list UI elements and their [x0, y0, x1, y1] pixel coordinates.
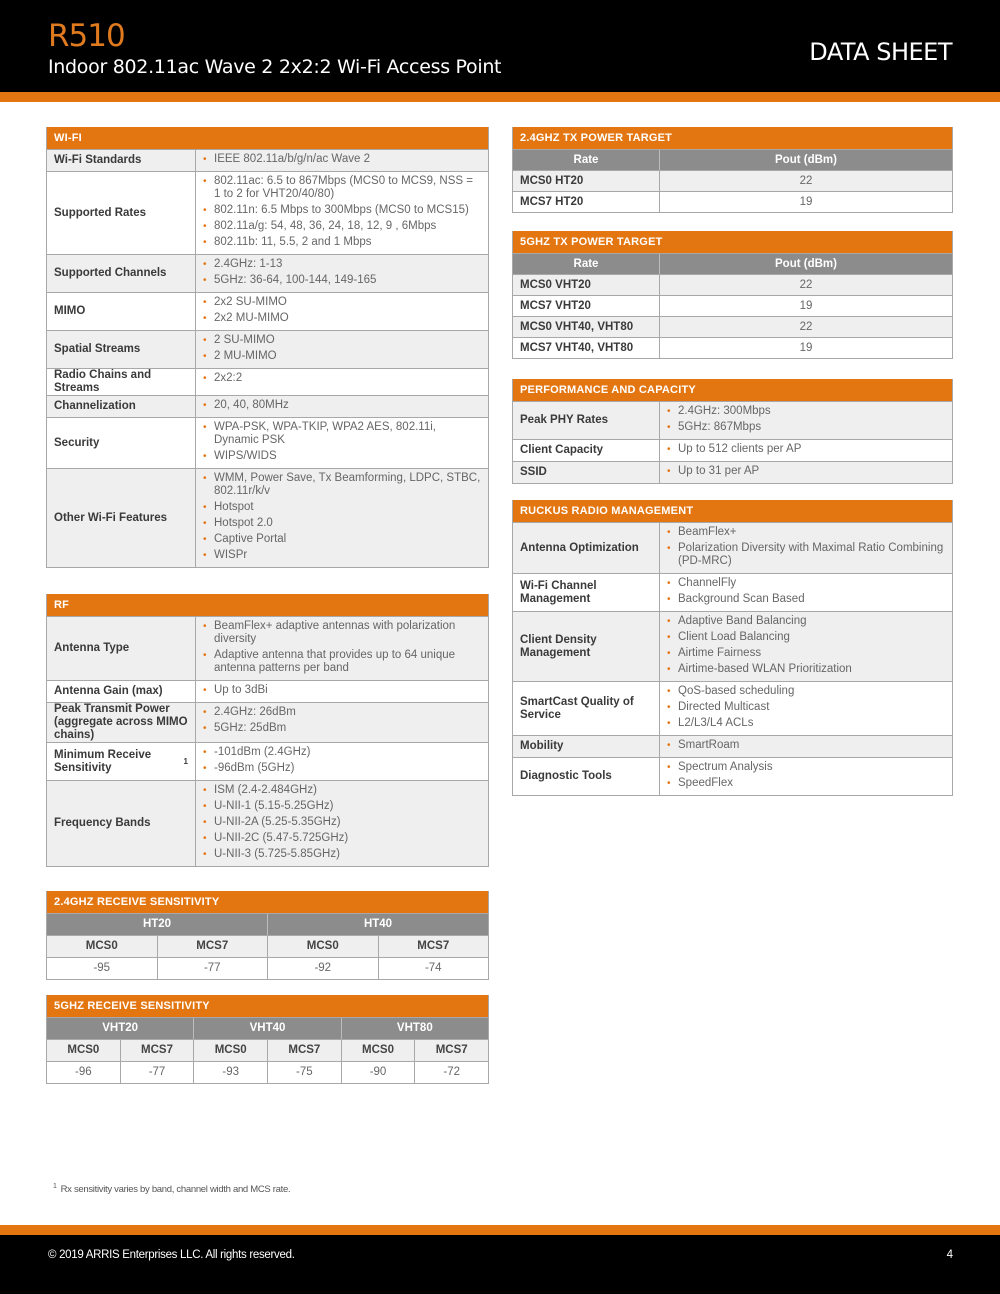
spec-values: [660, 736, 952, 757]
spec-label: [47, 703, 196, 742]
spec-bullet-item: • Airtime Fairness: [667, 647, 946, 660]
spec-label-text: Spatial Streams: [54, 343, 141, 355]
spec-bullet-item: • -101dBm (2.4GHz): [203, 746, 482, 759]
spec-bullet-item: • 2.4GHz: 26dBm: [203, 706, 482, 719]
spec-bullet-item: • U-NII-2A (5.25-5.35GHz): [203, 816, 482, 829]
performance-capacity-table: [512, 379, 953, 484]
subheader: MCS7: [415, 1040, 488, 1061]
page-header: [0, 0, 1000, 92]
column-header-pout: Pout (dBm): [775, 154, 837, 166]
spec-values: [196, 293, 488, 330]
column-header-rate: Rate: [513, 150, 660, 170]
spec-bullet-item: • Client Load Balancing: [667, 631, 946, 644]
spec-bullet-item: • 2.4GHz: 300Mbps: [667, 405, 946, 418]
spec-bullet-item: • Captive Portal: [203, 533, 482, 546]
spec-bullet-item: • WMM, Power Save, Tx Beamforming, LDPC, STBC, 802.11r/k/v: [203, 472, 482, 498]
spec-bullet-item: • SmartRoam: [667, 739, 946, 752]
pout-cell: 19: [799, 300, 813, 312]
spec-row: [513, 439, 952, 461]
header-accent-bar: [0, 92, 1000, 102]
spec-label-text: MIMO: [54, 305, 86, 317]
spec-bullet-item: • Polarization Diversity with Maximal Ratio Combining (PD-MRC): [667, 542, 946, 568]
ruckus-radio-management-table: [512, 500, 953, 796]
spec-bullet-item: • QoS-based scheduling: [667, 685, 946, 698]
group-header: VHT40: [194, 1018, 341, 1039]
spec-values: [196, 369, 488, 395]
spec-label: [47, 255, 196, 292]
page-footer: [0, 1235, 1000, 1294]
section-title: 2.4GHZ TX POWER TARGET: [513, 127, 952, 149]
subheader: MCS0: [268, 936, 379, 957]
section-title: RF: [47, 594, 488, 616]
subheader: MCS7: [121, 1040, 195, 1061]
spec-row: [47, 254, 488, 292]
spec-row: [513, 681, 952, 735]
spec-bullet-item: • Spectrum Analysis: [667, 761, 946, 774]
spec-values: [660, 612, 952, 681]
value-row: [47, 957, 488, 979]
spec-bullet-item: • WISPr: [203, 549, 482, 562]
footnote-ref: 1: [183, 757, 188, 766]
spec-row: [47, 395, 488, 417]
spec-label-text: Client Capacity: [520, 444, 604, 456]
footnote-marker: 1: [53, 1183, 57, 1190]
spec-bullet-item: • BeamFlex+ adaptive antennas with polarization diversity: [203, 620, 482, 646]
rate-cell: MCS7 VHT40, VHT80: [513, 338, 660, 358]
table-row: [513, 295, 952, 316]
spec-row: [513, 573, 952, 611]
spec-row: [513, 611, 952, 681]
spec-bullet-item: • U-NII-1 (5.15-5.25GHz): [203, 800, 482, 813]
wifi-spec-table: [46, 127, 489, 568]
section-title: RUCKUS RADIO MANAGEMENT: [513, 500, 952, 522]
value-cell: -95: [47, 958, 158, 979]
spec-label: [513, 523, 660, 573]
spec-label-text: Wi-Fi Standards: [54, 154, 142, 166]
column-header-pout: Pout (dBm): [775, 258, 837, 270]
subheader: MCS0: [342, 1040, 416, 1061]
table-row: [513, 191, 952, 212]
section-title: PERFORMANCE AND CAPACITY: [513, 379, 952, 401]
tx-5ghz-table: [512, 231, 953, 359]
value-cell: -90: [342, 1062, 416, 1083]
spec-label-text: Channelization: [54, 400, 136, 412]
spec-values: [660, 682, 952, 735]
subheader: MCS7: [268, 1040, 342, 1061]
value-cell: -77: [158, 958, 269, 979]
value-cell: -75: [268, 1062, 342, 1083]
spec-label-text: Antenna Gain (max): [54, 685, 163, 697]
product-model: R510: [48, 18, 125, 54]
spec-bullet-item: • ChannelFly: [667, 577, 946, 590]
spec-label-text: Antenna Optimization: [520, 541, 639, 554]
group-header: HT20: [47, 914, 268, 935]
spec-label-text: Diagnostic Tools: [520, 770, 612, 782]
subheader-row: [47, 935, 488, 957]
spec-values: [196, 743, 488, 780]
spec-values: [196, 150, 488, 171]
spec-label: [513, 758, 660, 795]
spec-label: [47, 150, 196, 171]
spec-label: [47, 743, 196, 780]
column-header-row: [513, 149, 952, 170]
group-header: VHT20: [47, 1018, 194, 1039]
section-title: 5GHZ TX POWER TARGET: [513, 231, 952, 253]
subheader: MCS0: [47, 1040, 121, 1061]
spec-values: [660, 523, 952, 573]
value-cell: -96: [47, 1062, 121, 1083]
spec-values: [660, 574, 952, 611]
product-subtitle: Indoor 802.11ac Wave 2 2x2:2 Wi-Fi Access Point: [48, 56, 502, 78]
spec-bullet-item: • Up to 31 per AP: [667, 465, 946, 478]
spec-bullet-item: • 802.11n: 6.5 Mbps to 300Mbps (MCS0 to MCS15): [203, 204, 482, 217]
spec-bullet-item: • U-NII-2C (5.47-5.725GHz): [203, 832, 482, 845]
spec-values: [196, 418, 488, 468]
column-header-row: [513, 253, 952, 274]
subheader-row: [47, 1039, 488, 1061]
spec-bullet-item: • 802.11a/g: 54, 48, 36, 24, 18, 12, 9 , 6Mbps: [203, 220, 482, 233]
spec-label: [47, 172, 196, 254]
section-title: 5GHZ RECEIVE SENSITIVITY: [47, 995, 488, 1017]
spec-bullet-item: • Directed Multicast: [667, 701, 946, 714]
pout-cell: 22: [799, 175, 813, 187]
spec-bullet-item: • IEEE 802.11a/b/g/n/ac Wave 2: [203, 153, 482, 166]
spec-values: [660, 440, 952, 461]
spec-row: [47, 702, 488, 742]
spec-values: [196, 781, 488, 866]
spec-values: [196, 255, 488, 292]
table-row: [513, 337, 952, 358]
spec-bullet-item: • Airtime-based WLAN Prioritization: [667, 663, 946, 676]
spec-label-text: Other Wi-Fi Features: [54, 511, 167, 524]
spec-row: [47, 742, 488, 780]
spec-label: [47, 418, 196, 468]
spec-bullet-item: • Up to 512 clients per AP: [667, 443, 946, 456]
spec-label: [47, 293, 196, 330]
spec-label: [513, 462, 660, 483]
spec-values: [196, 396, 488, 417]
spec-row: [47, 292, 488, 330]
spec-label: [47, 469, 196, 567]
table-row: [513, 170, 952, 191]
spec-row: [47, 330, 488, 368]
spec-label: [513, 612, 660, 681]
table-row: [513, 274, 952, 295]
spec-label-text: Antenna Type: [54, 642, 130, 654]
spec-label-text: Mobility: [520, 740, 564, 752]
spec-label: [47, 617, 196, 680]
column-header-rate: Rate: [513, 254, 660, 274]
pout-cell: 19: [799, 342, 813, 354]
spec-label: [513, 736, 660, 757]
footer-accent-bar: [0, 1225, 1000, 1235]
spec-label: [513, 402, 660, 439]
spec-bullet-item: • Adaptive antenna that provides up to 64 unique antenna patterns per band: [203, 649, 482, 675]
spec-label-text: Supported Channels: [54, 267, 167, 279]
spec-values: [196, 617, 488, 680]
spec-row: [47, 417, 488, 468]
pout-cell: 22: [799, 279, 813, 291]
spec-values: [660, 402, 952, 439]
spec-label: [47, 781, 196, 866]
pout-cell: 19: [799, 196, 813, 208]
spec-label: [47, 369, 196, 395]
spec-values: [660, 462, 952, 483]
footnote-text: Rx sensitivity varies by band, channel width and MCS rate.: [60, 1184, 291, 1195]
rate-cell: MCS7 VHT20: [513, 296, 660, 316]
spec-bullet-item: • 802.11ac: 6.5 to 867Mbps (MCS0 to MCS9, NSS = 1 to 2 for VHT20/40/80): [203, 175, 482, 201]
spec-row: [513, 757, 952, 795]
spec-label-text: Peak PHY Rates: [520, 414, 609, 426]
spec-bullet-item: • Hotspot: [203, 501, 482, 514]
spec-bullet-item: • 5GHz: 25dBm: [203, 722, 482, 735]
spec-row: [47, 368, 488, 395]
spec-row: [513, 735, 952, 757]
spec-values: [196, 331, 488, 368]
spec-values: [660, 758, 952, 795]
copyright: © 2019 ARRIS Enterprises LLC. All rights reserved.: [48, 1249, 295, 1261]
table-row: [513, 316, 952, 337]
value-row: [47, 1061, 488, 1083]
spec-bullet-item: • WPA-PSK, WPA-TKIP, WPA2 AES, 802.11i, Dynamic PSK: [203, 421, 482, 447]
group-header: VHT80: [342, 1018, 488, 1039]
rx-5ghz-table: [46, 995, 489, 1084]
spec-label: [47, 396, 196, 417]
spec-bullet-item: • 2 SU-MIMO: [203, 334, 482, 347]
spec-bullet-item: • 802.11b: 11, 5.5, 2 and 1 Mbps: [203, 236, 482, 249]
page-number: 4: [946, 1249, 953, 1261]
section-title: 2.4GHZ RECEIVE SENSITIVITY: [47, 891, 488, 913]
spec-row: [47, 680, 488, 702]
spec-row: [47, 171, 488, 254]
spec-row: [47, 780, 488, 866]
spec-bullet-item: • 20, 40, 80MHz: [203, 399, 482, 412]
spec-bullet-item: • U-NII-3 (5.725-5.85GHz): [203, 848, 482, 861]
spec-row: [47, 468, 488, 567]
spec-row: [513, 461, 952, 483]
spec-bullet-item: • 5GHz: 867Mbps: [667, 421, 946, 434]
spec-bullet-item: • Background Scan Based: [667, 593, 946, 606]
spec-values: [196, 469, 488, 567]
spec-bullet-item: • 5GHz: 36-64, 100-144, 149-165: [203, 274, 482, 287]
spec-label: [513, 682, 660, 735]
spec-label: [47, 681, 196, 702]
spec-bullet-item: • Adaptive Band Balancing: [667, 615, 946, 628]
spec-label-text: SmartCast Quality of Service: [520, 695, 634, 721]
spec-row: [47, 616, 488, 680]
spec-label: [513, 440, 660, 461]
spec-bullet-item: • -96dBm (5GHz): [203, 762, 482, 775]
spec-row: [47, 149, 488, 171]
spec-label-text: Security: [54, 436, 100, 449]
rate-cell: MCS0 HT20: [513, 171, 660, 191]
spec-bullet-item: • 2 MU-MIMO: [203, 350, 482, 363]
spec-label-text: Radio Chains and Streams: [54, 369, 152, 394]
spec-bullet-item: • SpeedFlex: [667, 777, 946, 790]
rf-spec-table: [46, 594, 489, 867]
value-cell: -93: [194, 1062, 268, 1083]
spec-bullet-item: • BeamFlex+: [667, 526, 946, 539]
spec-label-text: Minimum Receive Sensitivity: [54, 748, 152, 774]
subheader: MCS7: [379, 936, 489, 957]
value-cell: -92: [268, 958, 379, 979]
spec-label-text: Client Density Management: [520, 633, 597, 659]
pout-cell: 22: [799, 321, 813, 333]
spec-values: [196, 681, 488, 702]
subheader: MCS0: [47, 936, 158, 957]
rx-24ghz-table: [46, 891, 489, 980]
spec-bullet-item: • Hotspot 2.0: [203, 517, 482, 530]
rate-cell: MCS0 VHT20: [513, 275, 660, 295]
group-header-row: [47, 1017, 488, 1039]
spec-label-text: SSID: [520, 466, 547, 478]
footnote: [53, 1183, 290, 1195]
spec-bullet-item: • Up to 3dBi: [203, 684, 482, 697]
spec-row: [513, 401, 952, 439]
document-type: DATA SHEET: [809, 38, 952, 66]
section-title: WI-FI: [47, 127, 488, 149]
value-cell: -74: [379, 958, 489, 979]
spec-label: [513, 574, 660, 611]
tx-24ghz-table: [512, 127, 953, 213]
spec-bullet-item: • ISM (2.4-2.484GHz): [203, 784, 482, 797]
spec-values: [196, 172, 488, 254]
spec-bullet-item: • WIPS/WIDS: [203, 450, 482, 463]
subheader: MCS0: [194, 1040, 268, 1061]
rate-cell: MCS0 VHT40, VHT80: [513, 317, 660, 337]
spec-bullet-item: • 2.4GHz: 1-13: [203, 258, 482, 271]
rate-cell: MCS7 HT20: [513, 192, 660, 212]
spec-bullet-item: • 2x2:2: [203, 372, 482, 385]
spec-bullet-item: • 2x2 SU-MIMO: [203, 296, 482, 309]
spec-label: [47, 331, 196, 368]
group-header: HT40: [268, 914, 488, 935]
spec-label-text: Wi-Fi Channel Management: [520, 579, 597, 605]
spec-row: [513, 522, 952, 573]
subheader: MCS7: [158, 936, 269, 957]
group-header-row: [47, 913, 488, 935]
spec-label-text: Supported Rates: [54, 206, 147, 219]
spec-values: [196, 703, 488, 742]
spec-label-text: Frequency Bands: [54, 817, 151, 829]
spec-label-text: Peak Transmit Power (aggregate across MIMO chains): [54, 703, 188, 741]
value-cell: -72: [415, 1062, 488, 1083]
spec-bullet-item: • 2x2 MU-MIMO: [203, 312, 482, 325]
value-cell: -77: [121, 1062, 195, 1083]
spec-bullet-item: • L2/L3/L4 ACLs: [667, 717, 946, 730]
